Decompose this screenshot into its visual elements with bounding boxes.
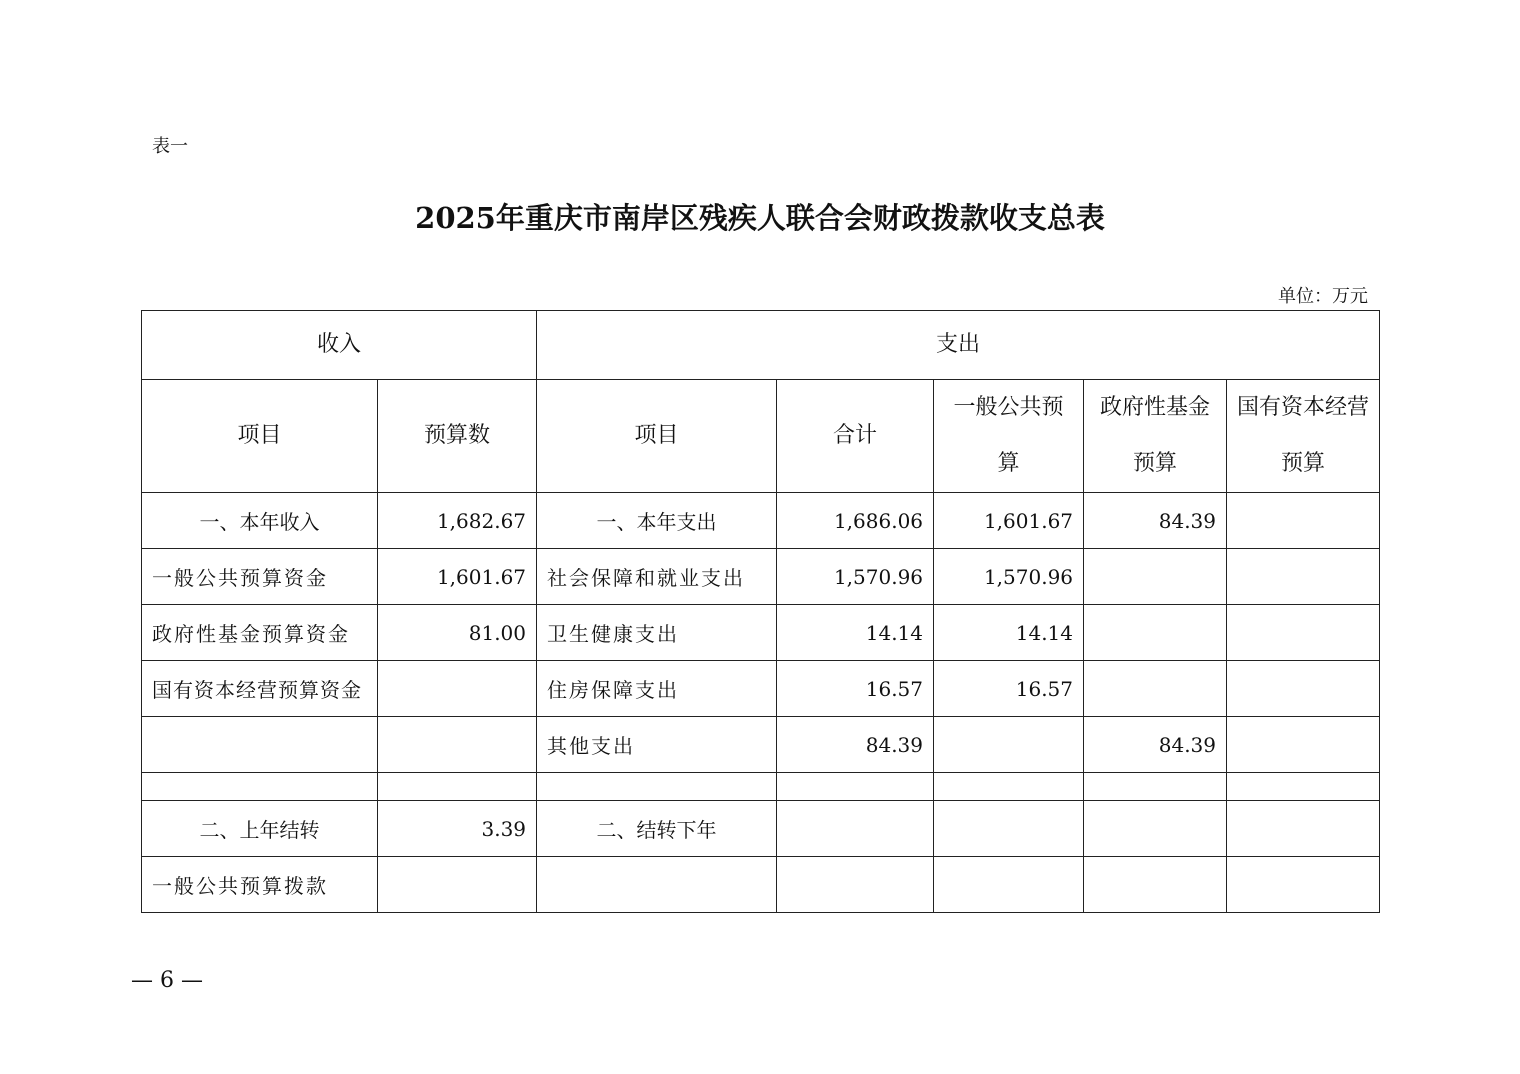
column-header-row bbox=[142, 380, 1380, 493]
general-budget-cell bbox=[934, 801, 1084, 857]
gov-fund-cell: 84.39 bbox=[1084, 717, 1227, 773]
state-capital-cell bbox=[1227, 801, 1380, 857]
total-cell: 14.14 bbox=[777, 605, 934, 661]
income-item-cell bbox=[142, 717, 378, 773]
table-row bbox=[142, 773, 1380, 801]
general-budget-cell bbox=[934, 857, 1084, 913]
table-row bbox=[142, 549, 1380, 605]
state-capital-cell bbox=[1227, 605, 1380, 661]
total-cell: 1,570.96 bbox=[777, 549, 934, 605]
income-item-cell: 政府性基金预算资金 bbox=[142, 605, 378, 661]
expense-item-cell bbox=[537, 773, 777, 801]
table-row bbox=[142, 801, 1380, 857]
general-budget-cell: 1,570.96 bbox=[934, 549, 1084, 605]
col-header-gov-fund: 政府性基金预算 bbox=[1084, 380, 1227, 493]
general-budget-cell bbox=[934, 773, 1084, 801]
expense-item-cell: 住房保障支出 bbox=[537, 661, 777, 717]
general-budget-cell: 1,601.67 bbox=[934, 493, 1084, 549]
col-header-general-budget: 一般公共预算 bbox=[934, 380, 1084, 493]
expense-group-header: 支出 bbox=[537, 311, 1380, 380]
income-item-cell: 一般公共预算资金 bbox=[142, 549, 378, 605]
income-group-header: 收入 bbox=[142, 311, 537, 380]
state-capital-cell bbox=[1227, 549, 1380, 605]
general-budget-cell bbox=[934, 717, 1084, 773]
income-budget-cell bbox=[378, 773, 537, 801]
gov-fund-cell bbox=[1084, 605, 1227, 661]
income-budget-cell: 81.00 bbox=[378, 605, 537, 661]
total-cell bbox=[777, 801, 934, 857]
col-header-income-budget: 预算数 bbox=[378, 380, 537, 493]
state-capital-cell bbox=[1227, 857, 1380, 913]
income-item-cell: 一般公共预算拨款 bbox=[142, 857, 378, 913]
gov-fund-cell bbox=[1084, 773, 1227, 801]
income-item-cell bbox=[142, 773, 378, 801]
table-row bbox=[142, 661, 1380, 717]
table-row bbox=[142, 857, 1380, 913]
general-budget-cell: 16.57 bbox=[934, 661, 1084, 717]
col-header-state-capital: 国有资本经营预算 bbox=[1227, 380, 1380, 493]
col-header-total: 合计 bbox=[777, 380, 934, 493]
gov-fund-cell bbox=[1084, 857, 1227, 913]
expense-item-cell: 社会保障和就业支出 bbox=[537, 549, 777, 605]
col-header-expense-item: 项目 bbox=[537, 380, 777, 493]
state-capital-cell bbox=[1227, 661, 1380, 717]
gov-fund-cell bbox=[1084, 801, 1227, 857]
unit-label: 单位：万元 bbox=[1278, 286, 1368, 307]
state-capital-cell bbox=[1227, 493, 1380, 549]
gov-fund-cell: 84.39 bbox=[1084, 493, 1227, 549]
table-row bbox=[142, 605, 1380, 661]
table-label: 表一 bbox=[152, 136, 188, 157]
total-cell bbox=[777, 857, 934, 913]
expense-item-cell: 卫生健康支出 bbox=[537, 605, 777, 661]
table-row bbox=[142, 493, 1380, 549]
expense-item-cell: 二、结转下年 bbox=[537, 801, 777, 857]
total-cell: 1,686.06 bbox=[777, 493, 934, 549]
expense-item-cell: 一、本年支出 bbox=[537, 493, 777, 549]
gov-fund-cell bbox=[1084, 549, 1227, 605]
expense-item-cell: 其他支出 bbox=[537, 717, 777, 773]
income-budget-cell: 1,601.67 bbox=[378, 549, 537, 605]
gov-fund-cell bbox=[1084, 661, 1227, 717]
page-number: — 6 — bbox=[131, 968, 203, 993]
income-item-cell: 一、本年收入 bbox=[142, 493, 378, 549]
state-capital-cell bbox=[1227, 717, 1380, 773]
state-capital-cell bbox=[1227, 773, 1380, 801]
total-cell bbox=[777, 773, 934, 801]
total-cell: 16.57 bbox=[777, 661, 934, 717]
income-budget-cell: 3.39 bbox=[378, 801, 537, 857]
income-budget-cell bbox=[378, 717, 537, 773]
expense-item-cell bbox=[537, 857, 777, 913]
income-item-cell: 国有资本经营预算资金 bbox=[142, 661, 378, 717]
income-budget-cell bbox=[378, 857, 537, 913]
group-header-row bbox=[142, 311, 1380, 380]
budget-summary-table bbox=[141, 310, 1380, 913]
general-budget-cell: 14.14 bbox=[934, 605, 1084, 661]
col-header-income-item: 项目 bbox=[142, 380, 378, 493]
table-row bbox=[142, 717, 1380, 773]
total-cell: 84.39 bbox=[777, 717, 934, 773]
income-budget-cell: 1,682.67 bbox=[378, 493, 537, 549]
income-item-cell: 二、上年结转 bbox=[142, 801, 378, 857]
income-budget-cell bbox=[378, 661, 537, 717]
document-title: 2025年重庆市南岸区残疾人联合会财政拨款收支总表 bbox=[415, 201, 1105, 235]
